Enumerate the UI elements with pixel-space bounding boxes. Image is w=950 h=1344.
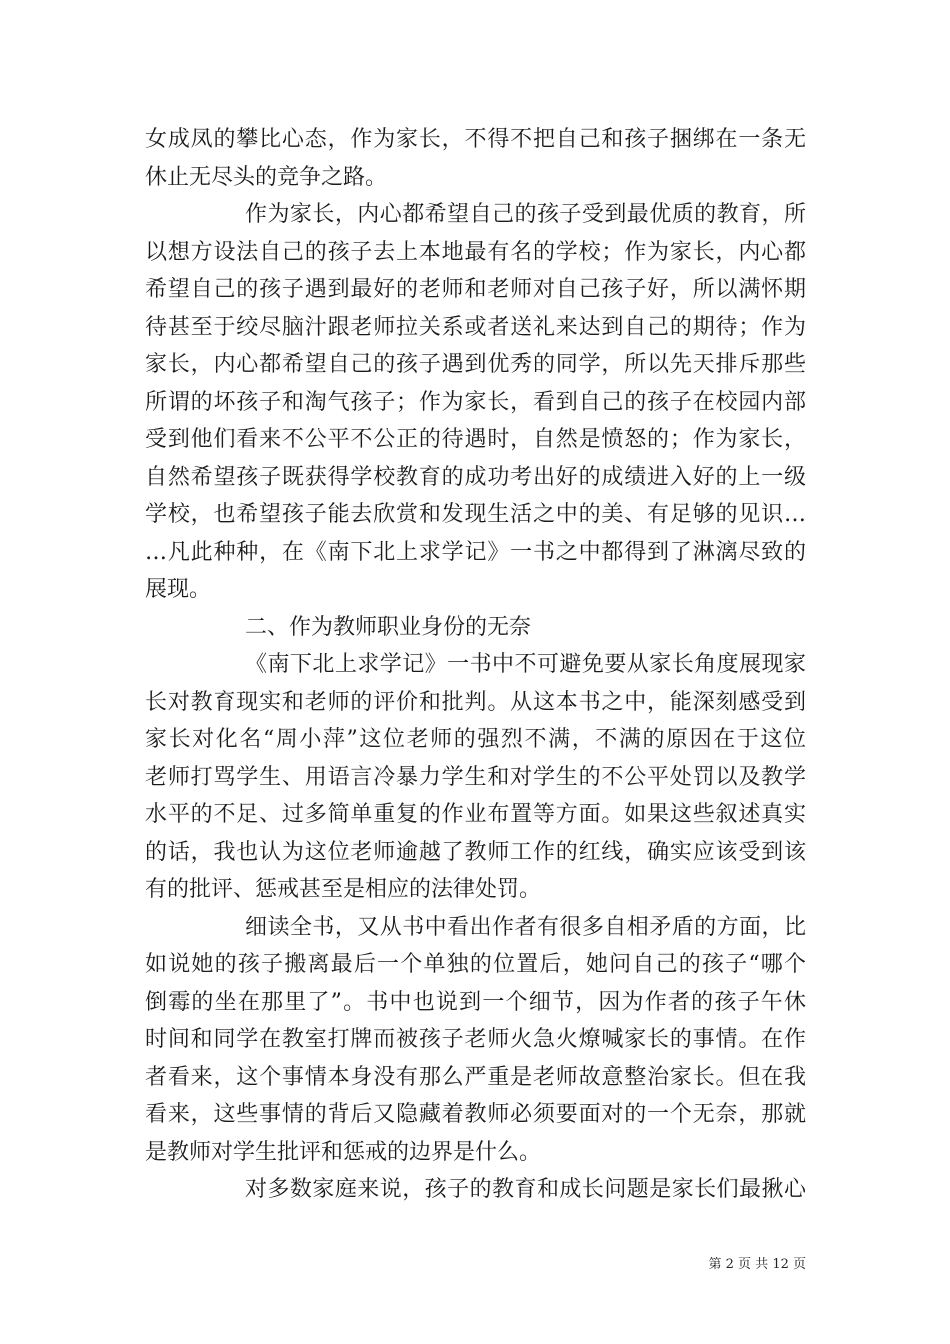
text-line: 的话，我也认为这位老师逾越了教师工作的红线，确实应该受到该 <box>145 839 806 865</box>
text-line: 《南下北上求学记》一书中不可避免要从家长角度展现家 <box>245 652 806 677</box>
text-line: 者看来，这个事情本身没有那么严重是老师故意整治家长。但在我 <box>145 1064 806 1090</box>
text-line: 老师打骂学生、用语言冷暴力学生和对学生的不公平处罚以及教学 <box>145 764 806 790</box>
text-line: 对多数家庭来说，孩子的教育和成长问题是家长们最揪心 <box>245 1177 806 1202</box>
text-line: 倒霉的坐在那里了”。书中也说到一个细节，因为作者的孩子午休 <box>145 989 806 1015</box>
text-line: 二、作为教师职业身份的无奈 <box>245 614 532 640</box>
text-line: 细读全书，又从书中看出作者有很多自相矛盾的方面，比 <box>245 914 806 940</box>
text-line: 水平的不足、过多简单重复的作业布置等方面。如果这些叙述真实 <box>145 802 806 827</box>
text-line: 作为家长，内心都希望自己的孩子受到最优质的教育，所 <box>245 202 806 227</box>
text-line: 看来，这些事情的背后又隐藏着教师必须要面对的一个无奈，那就 <box>145 1102 806 1127</box>
document-body <box>145 121 806 1209</box>
text-line: 待甚至于绞尽脑汁跟老师拉关系或者送礼来达到自己的期待；作为 <box>145 314 806 340</box>
text-line: 展现。 <box>145 577 212 602</box>
text-line: 家长，内心都希望自己的孩子遇到优秀的同学，所以先天排斥那些 <box>145 352 806 377</box>
text-line: 自然希望孩子既获得学校教育的成功考出好的成绩进入好的上一级 <box>145 464 806 490</box>
text-line: 时间和同学在教室打牌而被孩子老师火急火燎喊家长的事情。在作 <box>145 1027 806 1052</box>
text-line: 受到他们看来不公平不公正的待遇时，自然是愤怒的；作为家长， <box>145 427 806 452</box>
text-line: 有的批评、惩戒甚至是相应的法律处罚。 <box>145 877 542 902</box>
text-line: 女成凤的攀比心态，作为家长，不得不把自己和孩子捆绑在一条无 <box>145 127 806 152</box>
text-line: 所谓的坏孩子和淘气孩子；作为家长，看到自己的孩子在校园内部 <box>145 389 806 415</box>
text-line: 休止无尽头的竞争之路。 <box>145 164 388 190</box>
text-line: 希望自己的孩子遇到最好的老师和老师对自己孩子好，所以满怀期 <box>145 277 806 302</box>
text-line: 学校，也希望孩子能去欣赏和发现生活之中的美、有足够的见识… <box>145 502 806 527</box>
text-line: 长对教育现实和老师的评价和批判。从这本书之中，能深刻感受到 <box>145 689 806 715</box>
text-line: 是教师对学生批评和惩戒的边界是什么。 <box>145 1139 542 1165</box>
text-line: …凡此种种，在《南下北上求学记》一书之中都得到了淋漓尽致的 <box>145 539 806 565</box>
text-line: 如说她的孩子搬离最后一个单独的位置后，她问自己的孩子“哪个 <box>145 952 806 977</box>
page-number-footer: 第 2 页 共 12 页 <box>708 1257 806 1272</box>
text-line: 以想方设法自己的孩子去上本地最有名的学校；作为家长，内心都 <box>145 239 806 265</box>
text-line: 家长对化名“周小萍”这位老师的强烈不满，不满的原因在于这位 <box>145 727 806 752</box>
